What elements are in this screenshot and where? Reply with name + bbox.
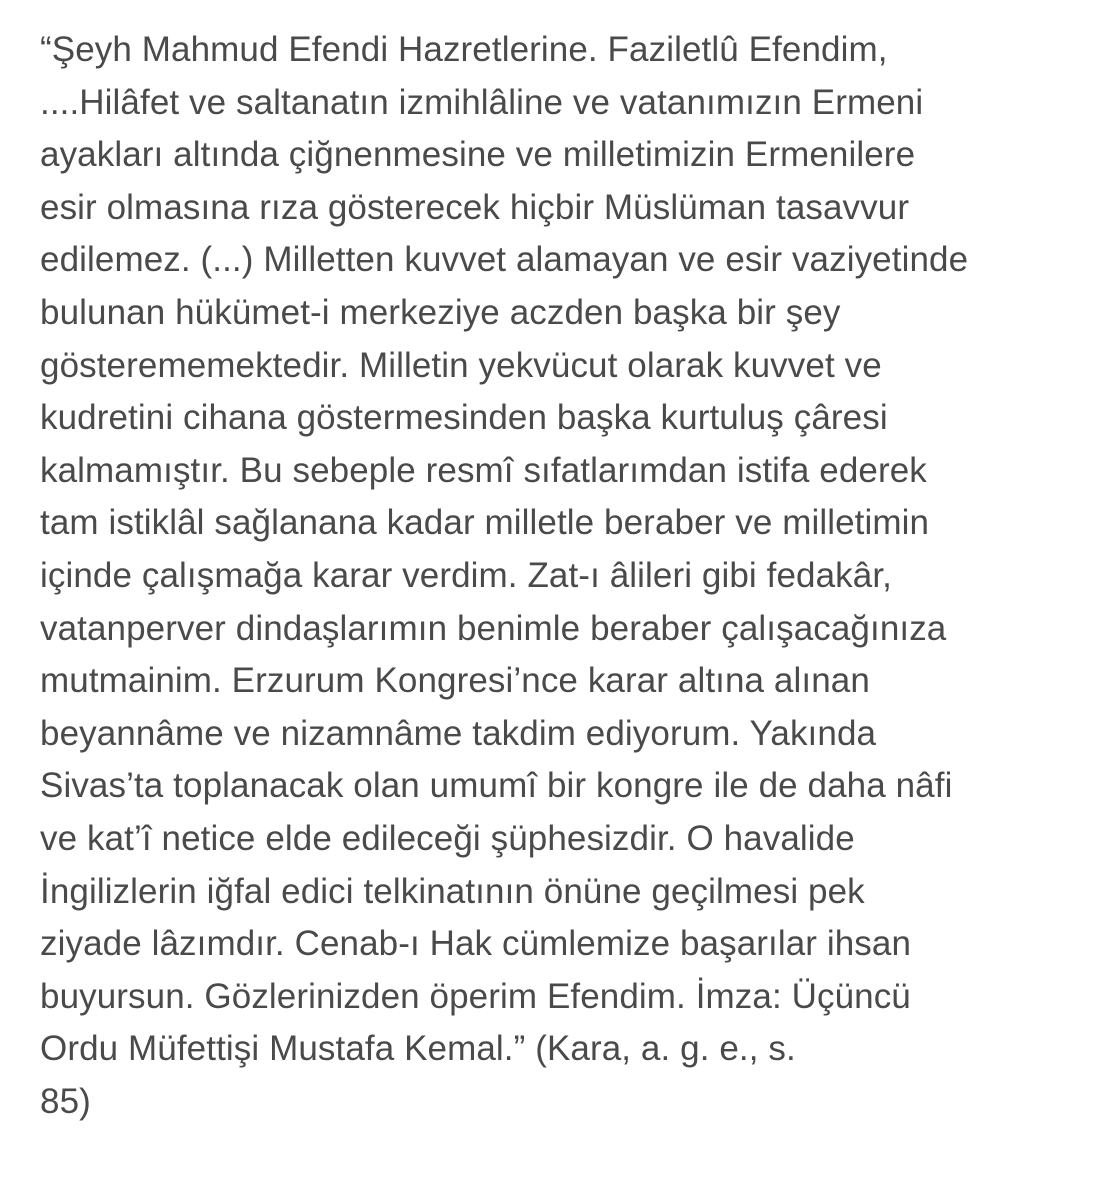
text-line: ayakları altında çiğnenmesine ve milletimizin Ermenilere: [40, 135, 916, 175]
text-line: buyursun. Gözlerinizden öperim Efendim. İmza: Üçüncü: [40, 976, 911, 1016]
text-line: ve kat’î netice elde edileceği şüphesizdir. O havalide: [40, 818, 855, 858]
text-line-citation-page: 85): [40, 1081, 91, 1121]
text-line: tam istiklâl sağlanana kadar milletle beraber ve milletimin: [40, 503, 930, 543]
text-line: gösterememektedir. Milletin yekvücut olarak kuvvet ve: [40, 345, 882, 385]
text-line: “Şeyh Mahmud Efendi Hazretlerine. Faziletlû Efendim,: [40, 30, 888, 69]
text-line: vatanperver dindaşlarımın benimle beraber çalışacağınıza: [40, 608, 947, 648]
text-line: esir olmasına rıza gösterecek hiçbir Müslüman tasavvur: [40, 187, 910, 227]
text-line: beyannâme ve nizamnâme takdim ediyorum. Yakında: [40, 713, 877, 753]
text-line: Ordu Müfettişi Mustafa Kemal.” (Kara, a. g. e., s.: [40, 1029, 796, 1069]
text-line: İngilizlerin iğfal edici telkinatının önüne geçilmesi pek: [40, 871, 865, 911]
text-line: ....Hilâfet ve saltanatın izmihlâline ve vatanımızın Ermeni: [40, 82, 924, 122]
text-line: Sivas’ta toplanacak olan umumî bir kongre ile de daha nâfi: [40, 766, 953, 806]
text-line: kudretini cihana göstermesinden başka kurtuluş çâresi: [40, 398, 888, 438]
text-line: mutmainim. Erzurum Kongresi’nce karar altına alınan: [40, 661, 870, 701]
text-line: edilemez. (...) Milletten kuvvet alamayan ve esir vaziyetinde: [40, 240, 969, 280]
text-line: ziyade lâzımdır. Cenab-ı Hak cümlemize başarılar ihsan: [40, 924, 912, 964]
text-line: kalmamıştır. Bu sebeple resmî sıfatlarımdan istifa ederek: [40, 450, 927, 490]
quoted-letter-text: [40, 24, 1080, 1128]
text-line: içinde çalışmağa karar verdim. Zat-ı âlileri gibi fedakâr,: [40, 555, 892, 595]
text-line: bulunan hükümet-i merkeziye aczden başka bir şey: [40, 292, 841, 332]
